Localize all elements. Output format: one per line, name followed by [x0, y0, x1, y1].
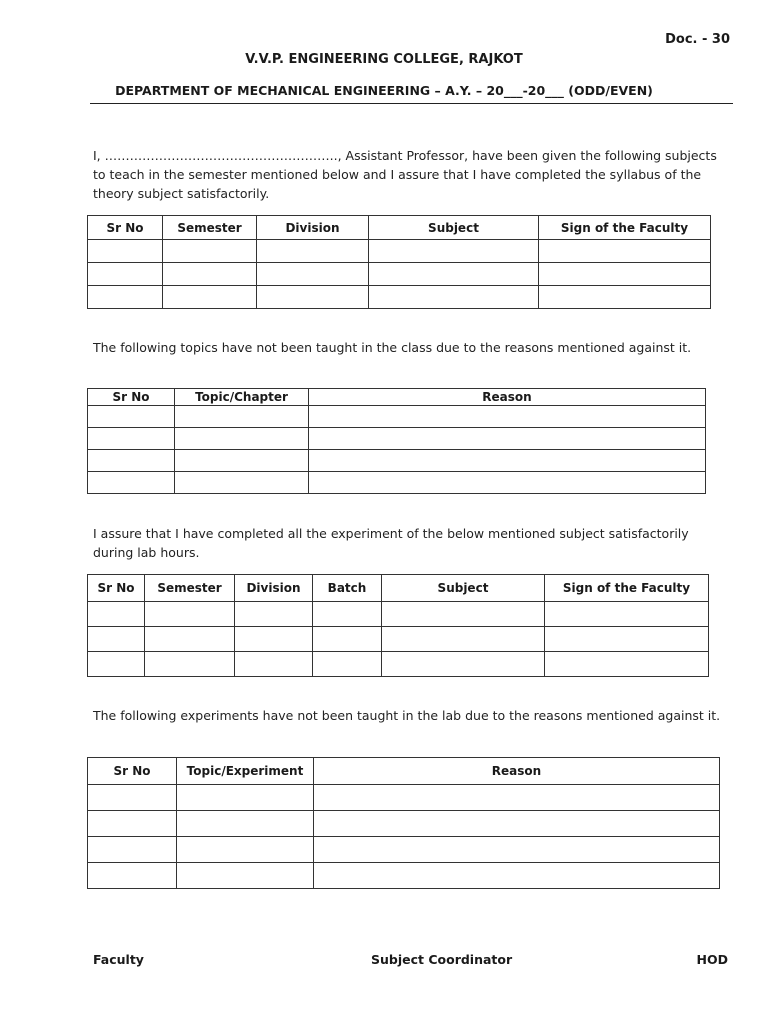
college-name: V.V.P. ENGINEERING COLLEGE, RAJKOT [245, 52, 523, 67]
table-cell[interactable] [88, 263, 163, 286]
table-cell[interactable] [88, 602, 145, 627]
table-row [88, 286, 711, 309]
table-cell[interactable] [382, 627, 545, 652]
table-row [88, 652, 709, 677]
table-cell[interactable] [177, 811, 314, 837]
table-cell[interactable] [88, 627, 145, 652]
table-cell[interactable] [88, 652, 145, 677]
table-cell[interactable] [314, 863, 720, 889]
table-cell[interactable] [88, 837, 177, 863]
theory-subjects-table [87, 215, 711, 309]
column-header-division: Division [235, 575, 313, 602]
table-cell[interactable] [235, 627, 313, 652]
department-academic-year: DEPARTMENT OF MECHANICAL ENGINEERING – A.Y. – 20___-20___ (ODD/EVEN) [115, 83, 653, 98]
table-cell[interactable] [369, 286, 539, 309]
table-cell[interactable] [175, 406, 309, 428]
theory-assurance-text: I, ……………………………………………….., Assistant Professor, have been given the following subjects to teach in the semester mentioned below and I assure that I have completed the syllabus of the theory subject satisfactorily. [93, 148, 717, 201]
table-row [88, 472, 706, 494]
column-header-sr-no: Sr No [88, 389, 175, 406]
column-header-semester: Semester [145, 575, 235, 602]
table-cell[interactable] [545, 602, 709, 627]
table-cell[interactable] [257, 263, 369, 286]
table-cell[interactable] [545, 652, 709, 677]
table-cell[interactable] [163, 263, 257, 286]
table-cell[interactable] [163, 240, 257, 263]
table-cell[interactable] [88, 406, 175, 428]
table-row [88, 240, 711, 263]
table-row [88, 428, 706, 450]
signature-hod: HOD [696, 952, 728, 967]
column-header-reason: Reason [309, 389, 706, 406]
table-cell[interactable] [88, 811, 177, 837]
table-row [88, 785, 720, 811]
table-cell[interactable] [313, 602, 382, 627]
lab-subjects-table [87, 574, 709, 677]
table-cell[interactable] [163, 286, 257, 309]
column-header-division: Division [257, 216, 369, 240]
table-cell[interactable] [309, 406, 706, 428]
table-row [88, 406, 706, 428]
column-header-sr-no: Sr No [88, 575, 145, 602]
table-row [88, 837, 720, 863]
table-cell[interactable] [175, 450, 309, 472]
column-header-topic-chapter: Topic/Chapter [175, 389, 309, 406]
table-row [88, 263, 711, 286]
table-cell[interactable] [175, 472, 309, 494]
table-cell[interactable] [313, 652, 382, 677]
column-header-faculty-sign: Sign of the Faculty [539, 216, 711, 240]
table-cell[interactable] [235, 652, 313, 677]
table-cell[interactable] [88, 785, 177, 811]
table-cell[interactable] [88, 863, 177, 889]
table-cell[interactable] [314, 837, 720, 863]
lab-assurance-text: I assure that I have completed all the experiment of the below mentioned subject satisfactorily during lab hours. [93, 526, 689, 560]
table-cell[interactable] [145, 627, 235, 652]
table-cell[interactable] [314, 785, 720, 811]
table-cell[interactable] [88, 450, 175, 472]
untaught-experiments-text: The following experiments have not been taught in the lab due to the reasons mentioned against it. [93, 708, 721, 723]
table-row [88, 627, 709, 652]
table-cell[interactable] [145, 652, 235, 677]
column-header-sr-no: Sr No [88, 758, 177, 785]
table-cell[interactable] [88, 428, 175, 450]
table-cell[interactable] [382, 602, 545, 627]
table-cell[interactable] [539, 263, 711, 286]
column-header-faculty-sign: Sign of the Faculty [545, 575, 709, 602]
table-row [88, 602, 709, 627]
signature-subject-coordinator: Subject Coordinator [371, 952, 513, 967]
table-cell[interactable] [309, 428, 706, 450]
document-number: Doc. - 30 [665, 32, 730, 47]
table-cell[interactable] [313, 627, 382, 652]
column-header-subject: Subject [369, 216, 539, 240]
table-cell[interactable] [177, 863, 314, 889]
table-cell[interactable] [177, 785, 314, 811]
table-cell[interactable] [175, 428, 309, 450]
column-header-subject: Subject [382, 575, 545, 602]
untaught-experiments-table [87, 757, 720, 889]
table-cell[interactable] [314, 811, 720, 837]
column-header-batch: Batch [313, 575, 382, 602]
table-row [88, 450, 706, 472]
header-divider [90, 103, 733, 104]
table-cell[interactable] [257, 286, 369, 309]
table-cell[interactable] [88, 240, 163, 263]
table-cell[interactable] [369, 263, 539, 286]
table-row [88, 811, 720, 837]
untaught-topics-text: The following topics have not been taught in the class due to the reasons mentioned against it. [93, 340, 692, 355]
table-cell[interactable] [145, 602, 235, 627]
table-row [88, 863, 720, 889]
table-cell[interactable] [545, 627, 709, 652]
table-cell[interactable] [309, 472, 706, 494]
column-header-topic-experiment: Topic/Experiment [177, 758, 314, 785]
table-cell[interactable] [309, 450, 706, 472]
table-cell[interactable] [539, 240, 711, 263]
column-header-sr-no: Sr No [88, 216, 163, 240]
table-cell[interactable] [177, 837, 314, 863]
signature-faculty: Faculty [93, 952, 144, 967]
column-header-semester: Semester [163, 216, 257, 240]
table-cell[interactable] [88, 286, 163, 309]
table-cell[interactable] [257, 240, 369, 263]
table-cell[interactable] [88, 472, 175, 494]
table-cell[interactable] [382, 652, 545, 677]
table-cell[interactable] [369, 240, 539, 263]
column-header-reason: Reason [314, 758, 720, 785]
untaught-topics-table [87, 388, 706, 494]
table-cell[interactable] [235, 602, 313, 627]
table-cell[interactable] [539, 286, 711, 309]
